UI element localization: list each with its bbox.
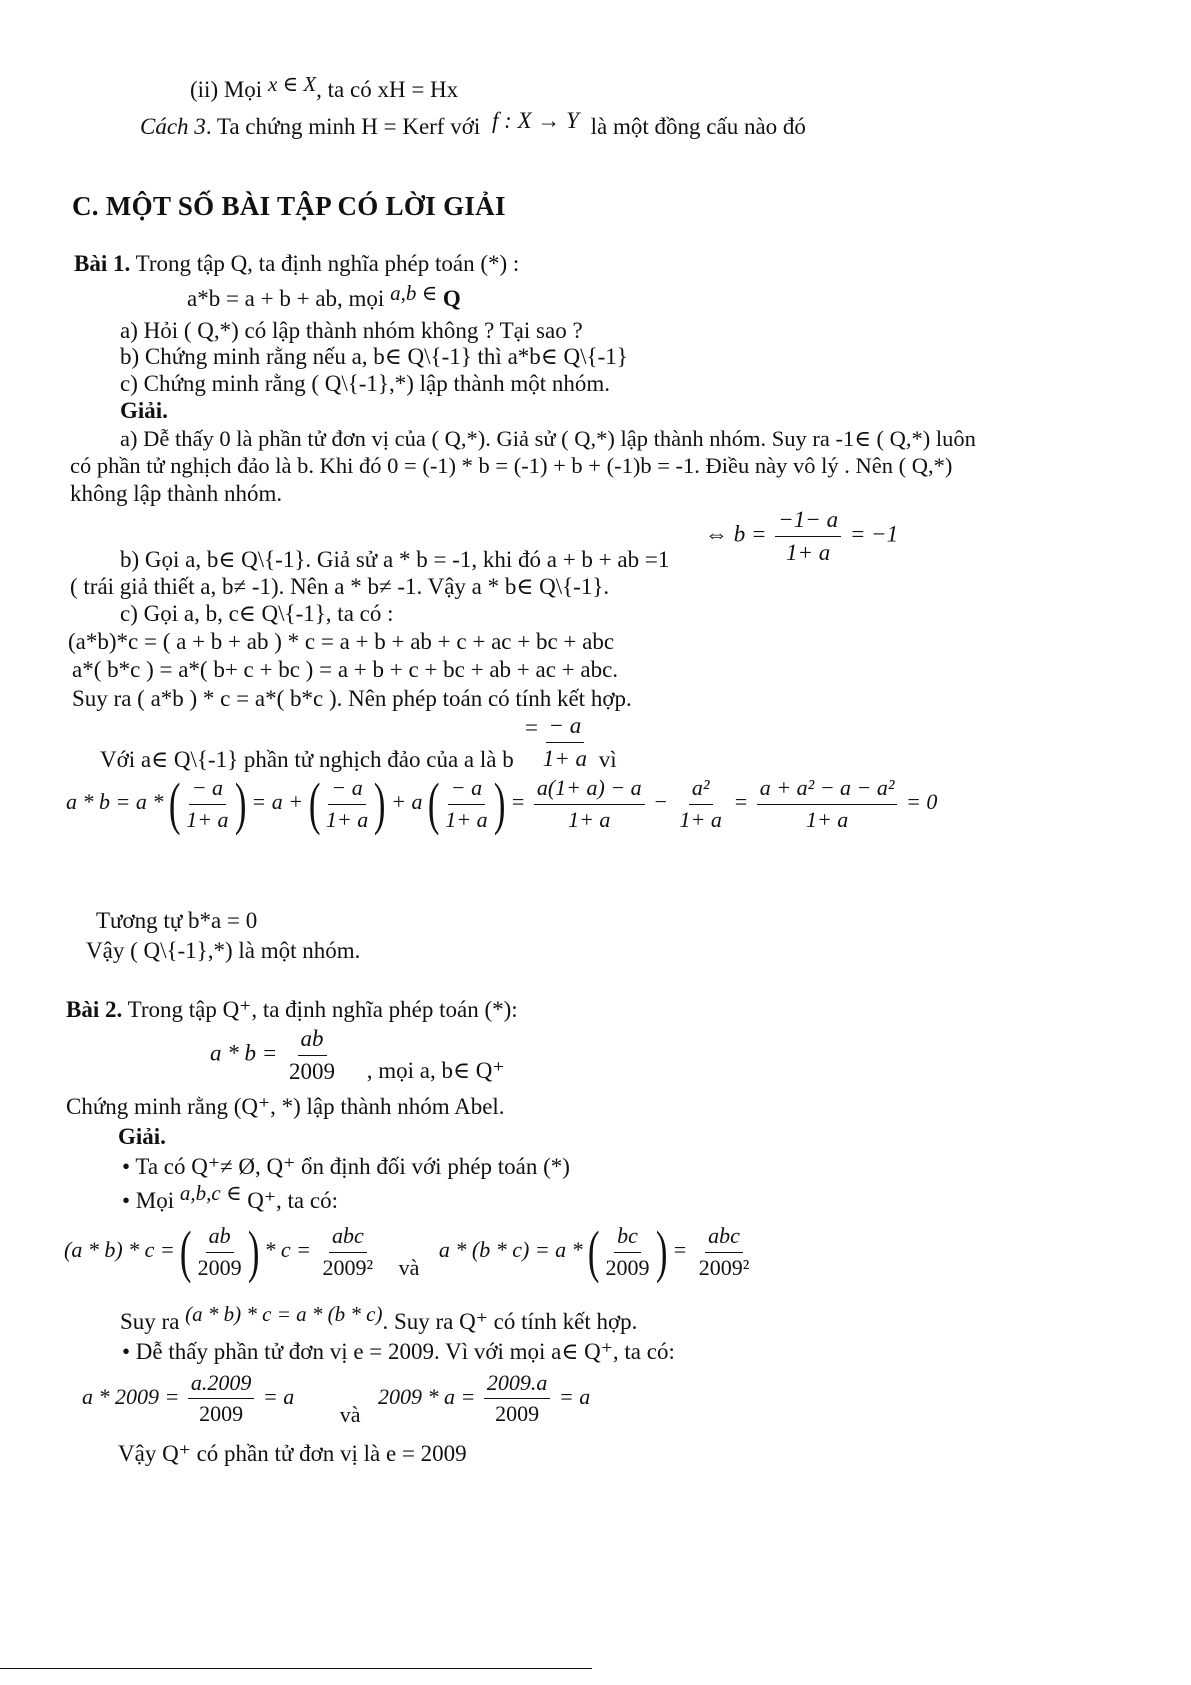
- sol-c-2: a*( b*c ) = a*( b+ c + bc ) = a + b + c + bc + ab + ac + abc.: [72, 657, 619, 682]
- sol-c-0: c) Gọi a, b, c∈ Q\{-1}, ta có :: [120, 601, 394, 626]
- sol-a-1: a) Dễ thấy 0 là phần tử đơn vị của ( Q,*). Giả sử ( Q,*) lập thành nhóm. Suy ra -1∈ ( Q,*) luôn: [120, 426, 976, 451]
- math-f-map: f : X → Y: [492, 108, 579, 133]
- section-heading: C. MỘT SỐ BÀI TẬP CÓ LỜI GIẢI: [72, 191, 506, 221]
- unit-line: • Dễ thấy phần tử đơn vị e = 2009. Vì với mọi a∈ Q⁺, ta có:: [122, 1339, 675, 1364]
- sol-c-1: (a*b)*c = ( a + b + ab ) * c = a + b + ab + c + ac + bc + abc: [68, 629, 615, 654]
- vay-1: Vậy ( Q\{-1},*) là một nhóm.: [86, 938, 361, 963]
- sol-c-3: Suy ra ( a*b ) * c = a*( b*c ). Nên phép toán có tính kết hợp.: [72, 686, 632, 711]
- inverse-line: Với a∈ Q\{-1} phần tử nghịch đảo của a là b = $\frac{- a}{1+ a}$ vì: [100, 713, 617, 773]
- footnote-rule: [0, 1668, 592, 1669]
- bai1-c: c) Chứng minh rằng ( Q\{-1},*) lập thành một nhóm.: [120, 371, 610, 396]
- bai1-definition: a*b = a + b + ab, mọi a,b ∈ Q: [187, 281, 461, 311]
- bai2-prove: Chứng minh rằng (Q⁺, *) lập thành nhóm Abel.: [66, 1094, 505, 1119]
- math-x-in-X: x ∈ X: [267, 72, 317, 96]
- bai2-title: Bài 2. Trong tập Q⁺, ta định nghĩa phép toán (*):: [66, 997, 518, 1022]
- sol-b-1: b) Gọi a, b∈ Q\{-1}. Giả sử a * b = -1, khi đó a + b + ab =1: [120, 547, 670, 572]
- bai2-definition: a * b = $\frac{ab}{2009}$ , mọi a, b∈ Q⁺: [210, 1026, 505, 1084]
- assoc-equations: (a * b) * c = ( $\frac{ab}{2009}$ ) * c = $\frac{\text{abc}}{\text{2009²}}$ và a * (b * c) = a * ( $\frac{bc}{2009}$ ) = $\frac{\text{abc}}{\text{2009²}}$: [64, 1219, 750, 1284]
- bullet-1: • Ta có Q⁺≠ Ø, Q⁺ ổn định đối với phép toán (*): [122, 1154, 570, 1179]
- inverse-computation: a * b = a * ( $\frac{- a}{1+ a}$ ) = a + ( $\frac{- a}{1+ a}$ ) + a ( $\frac{- a}{1+ a}$ ) = $\frac{a(1+ a) - a}{1+ a}$ − $\frac{\text{a²}}{1+ a}$ = $\frac{\text{a + a² − a − a²}}{1+ a}$ = 0: [66, 771, 938, 836]
- sol-b-fraction: ⇔ b = $\frac{-1- a}{1+ a}$ = −1: [705, 507, 899, 565]
- bullet-2: • Mọi a,b,c ∈ Q⁺, ta có:: [122, 1181, 338, 1213]
- giai-1: Giải.: [120, 398, 168, 423]
- giai-2: Giải.: [118, 1124, 166, 1149]
- sol-a-2: có phần tử nghịch đảo là b. Khi đó 0 = (-1) * b = (-1) + b + (-1)b = -1. Điều này vô lý . Nên ( Q,*): [70, 453, 953, 478]
- bai1-b: b) Chứng minh rằng nếu a, b∈ Q\{-1} thì a*b∈ Q\{-1}: [120, 344, 628, 369]
- line-ii: (ii) Mọi x ∈ X, ta có xH = Hx: [190, 72, 459, 102]
- unit-equations: a * 2009 = $\frac{a.2009}{2009}$ = a và 2009 * a = $\frac{2009.a}{2009}$ = a: [82, 1370, 591, 1427]
- sol-b-2: ( trái giả thiết a, b≠ -1). Nên a * b≠ -1. Vậy a * b∈ Q\{-1}.: [70, 574, 610, 599]
- bai1-title: Bài 1. Trong tập Q, ta định nghĩa phép toán (*) :: [74, 251, 520, 276]
- tuong-tu: Tương tự b*a = 0: [96, 908, 258, 933]
- suy-ra-assoc: Suy ra (a * b) * c = a * (b * c). Suy ra Q⁺ có tính kết hợp.: [120, 1302, 638, 1334]
- vay-2: Vậy Q⁺ có phần tử đơn vị là e = 2009: [118, 1441, 467, 1466]
- line-cach3: Cách 3. Ta chứng minh H = Kerf với f : X → Y là một đồng cấu nào đó: [140, 108, 806, 139]
- sol-a-3: không lập thành nhóm.: [70, 481, 283, 506]
- bai1-a: a) Hỏi ( Q,*) có lập thành nhóm không ? Tại sao ?: [120, 318, 583, 343]
